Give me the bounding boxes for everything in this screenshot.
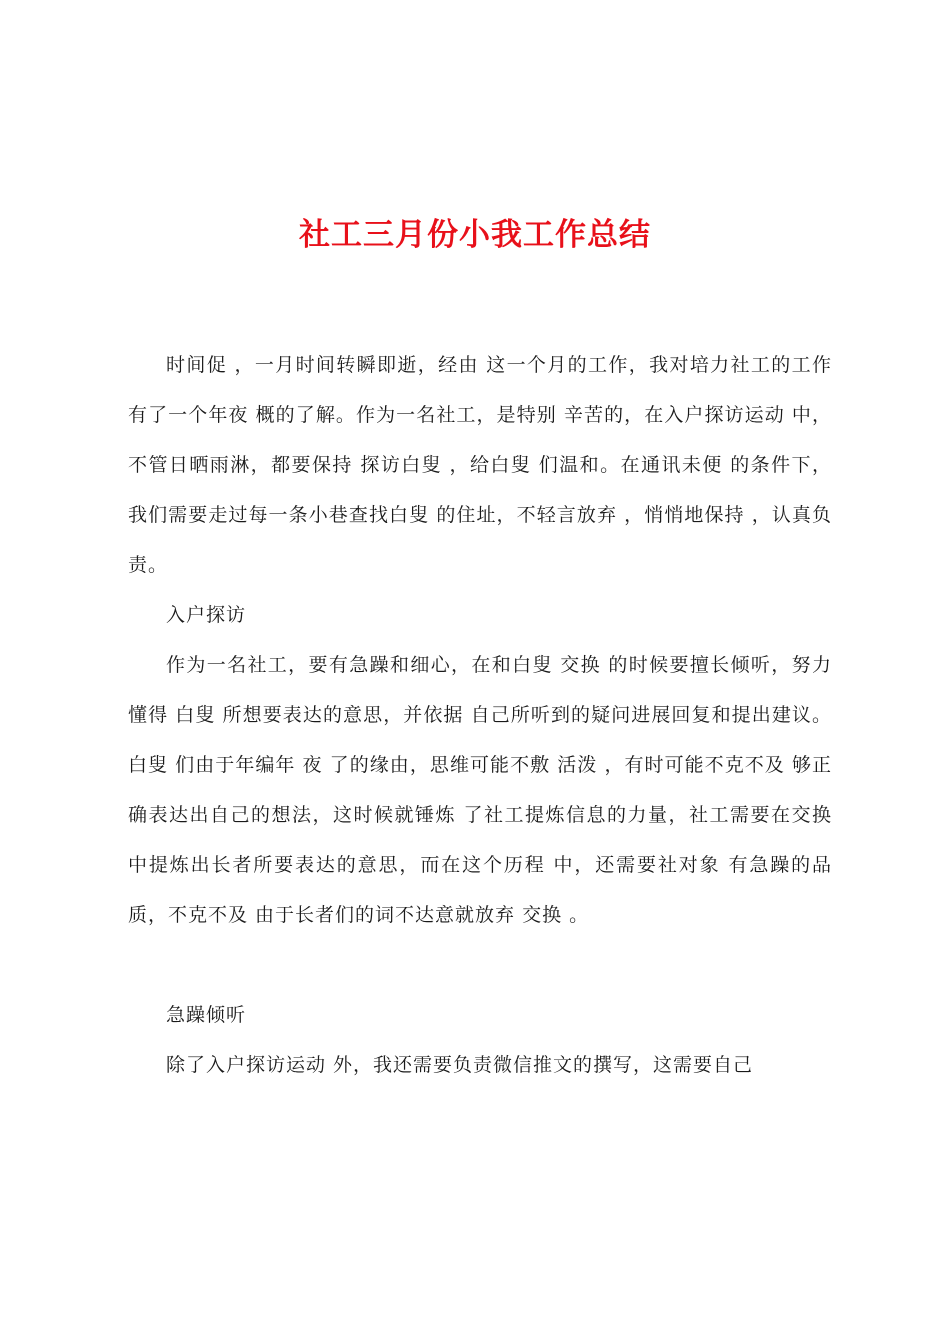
section-heading-patient-listening: 急躁倾听 xyxy=(166,1004,247,1026)
document-body xyxy=(128,340,832,1090)
paragraph-spacer xyxy=(128,940,832,990)
paragraph-home-visit: 作为一名社工，要有急躁和细心，在和白叟 交换 的时候要擅长倾听，努力懂得 白叟 所想要表达的意思，并依据 自己所听到的疑问进展回复和提出建议。白叟 们由于年编年 夜 了的缘由，思维可能不敷 活泼 ，有时可能不克不及 够正确表达出自己的想法，这时候就锤炼 了社工提炼信息的力量，社工需要在交换 中提炼出长者所要表达的意思，而在这个历程 中，还需要社对象 有急躁的品质，不克不及 由于长者们的词不达意就放弃 交换 。 xyxy=(128,654,832,926)
document-title: 社工三月份小我工作总结 xyxy=(299,217,651,253)
paragraph-wechat-articles: 除了入户探访运动 外，我还需要负责微信推文的撰写，这需要自己 xyxy=(166,1054,754,1076)
section-heading-home-visit: 入户探访 xyxy=(166,604,247,626)
paragraph-intro: 时间促 ，一月时间转瞬即逝，经由 这一个月的工作，我对培力社工的工作有了一个年夜 概的了解。作为一名社工，是特别 辛苦的，在入户探访运动 中，不管日晒雨淋，都要保持 探访白叟 ，给白叟 们温和。在通讯未便 的条件下，我们需要走过每一条小巷查找白叟 的住址，不轻言放弃 ，悄悄地保持 ，认真负责。 xyxy=(128,354,832,576)
